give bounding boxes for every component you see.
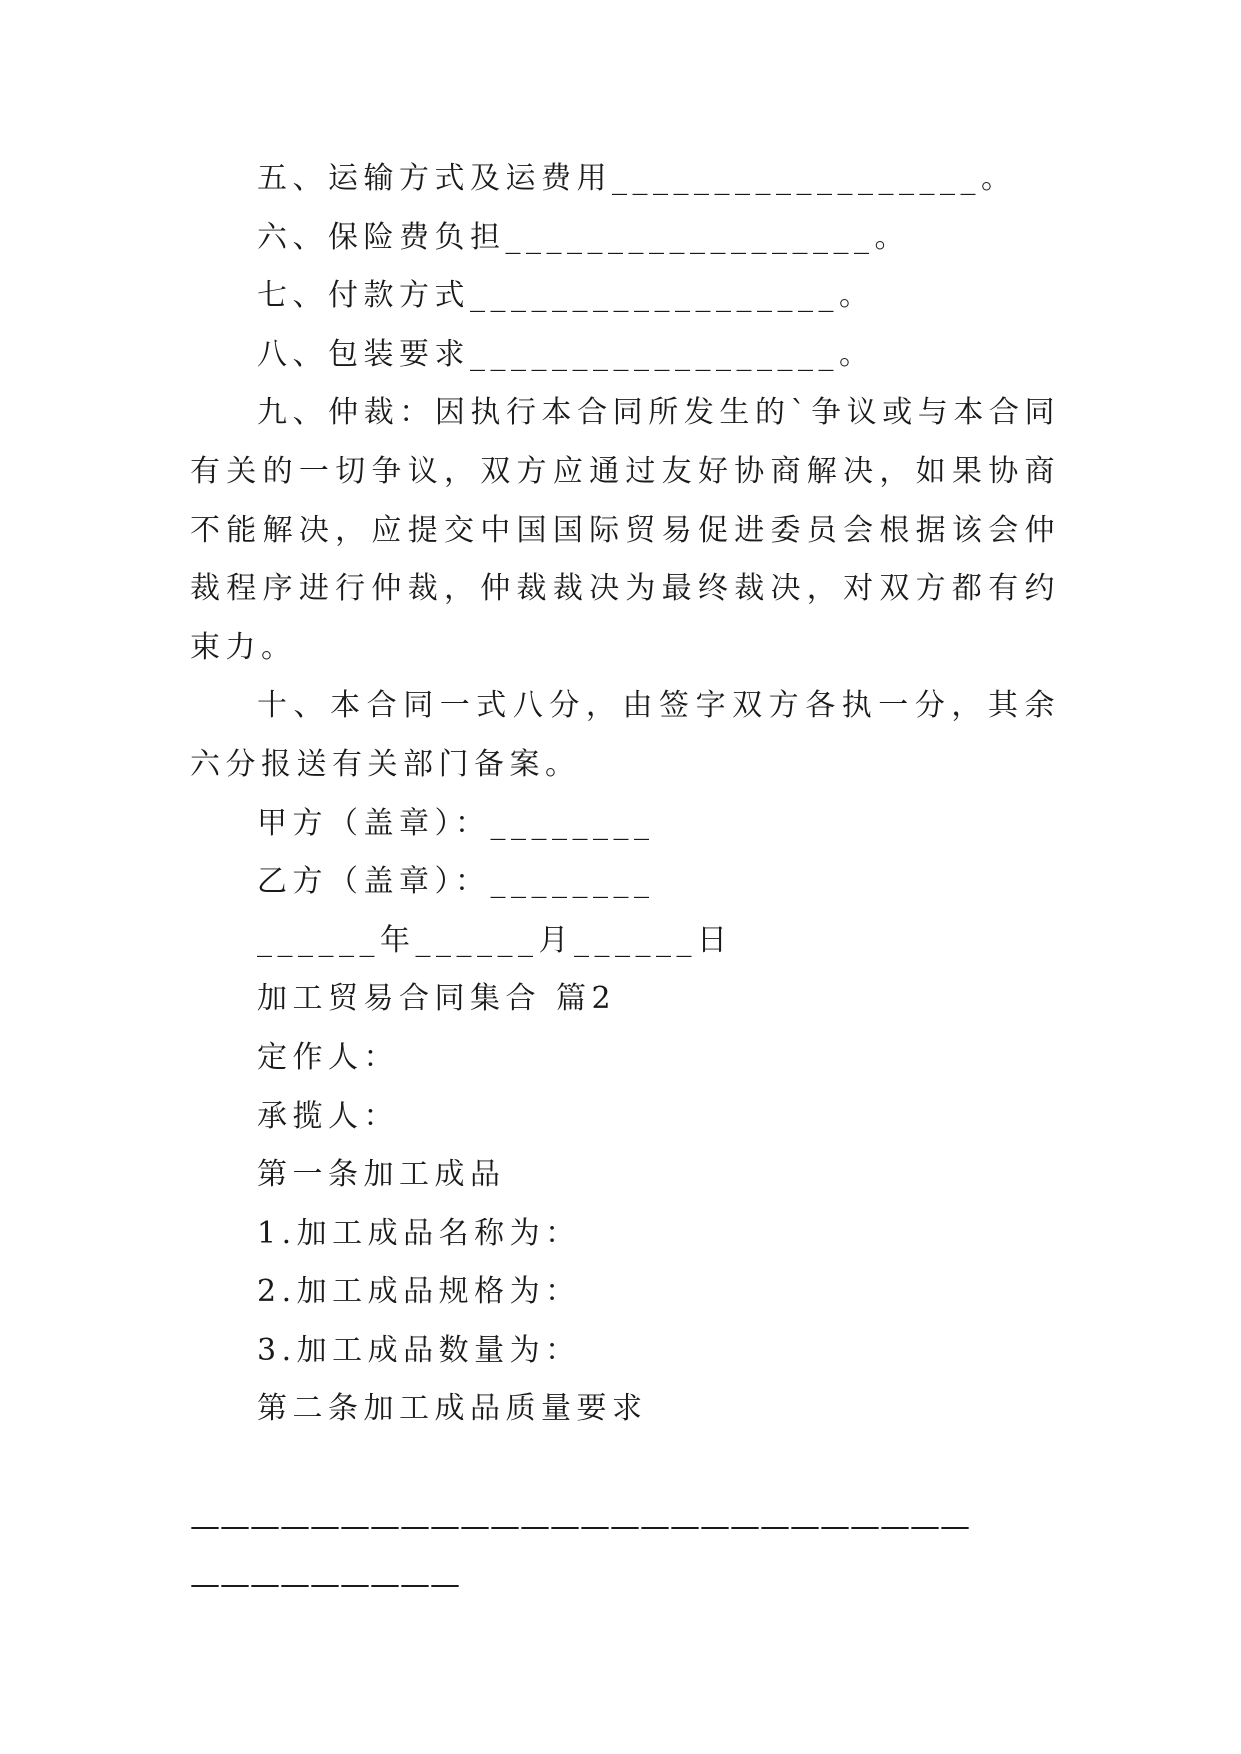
article-1-item-3: 3.加工成品数量为： xyxy=(257,1332,581,1368)
article-1-item-1: 1.加工成品名称为： xyxy=(257,1215,581,1251)
clause-copies: 十、本合同一式八分，由签字双方各执一分，其余六分报送有关部门备案。 xyxy=(190,688,1060,782)
fill-in-rule-short: ————————— xyxy=(190,1567,460,1603)
signature-party-a: 甲方（盖章）：________ xyxy=(257,805,655,841)
clause-insurance: 六、保险费负担__________________。 xyxy=(257,219,910,255)
article-1-item-2: 2.加工成品规格为： xyxy=(257,1274,581,1310)
document-page xyxy=(190,150,1060,1615)
contractor-label: 承揽人： xyxy=(257,1098,399,1134)
fill-in-rule-long: —————————————————————————— xyxy=(190,1508,970,1544)
section-title: 加工贸易合同集合 篇2 xyxy=(257,981,617,1017)
signature-date: ______年______月______日 xyxy=(257,922,733,958)
signature-party-b: 乙方（盖章）：________ xyxy=(257,864,655,900)
article-1-heading: 第一条加工成品 xyxy=(257,1157,506,1193)
clause-arbitration: 九、仲裁：因执行本合同所发生的`争议或与本合同有关的一切争议，双方应通过友好协商解决，如果协商不能解决，应提交中国国际贸易促进委员会根据该会仲裁程序进行仲裁，仲裁裁决为最终裁决，对双方都有约束力。 xyxy=(190,395,1060,665)
orderer-label: 定作人： xyxy=(257,1039,399,1075)
clause-payment: 七、付款方式__________________。 xyxy=(257,278,875,314)
blank-line xyxy=(190,1439,1060,1498)
clause-transport: 五、运输方式及运费用__________________。 xyxy=(257,161,1017,196)
article-2-heading: 第二条加工成品质量要求 xyxy=(257,1391,648,1427)
clause-packing: 八、包装要求__________________。 xyxy=(257,336,875,372)
